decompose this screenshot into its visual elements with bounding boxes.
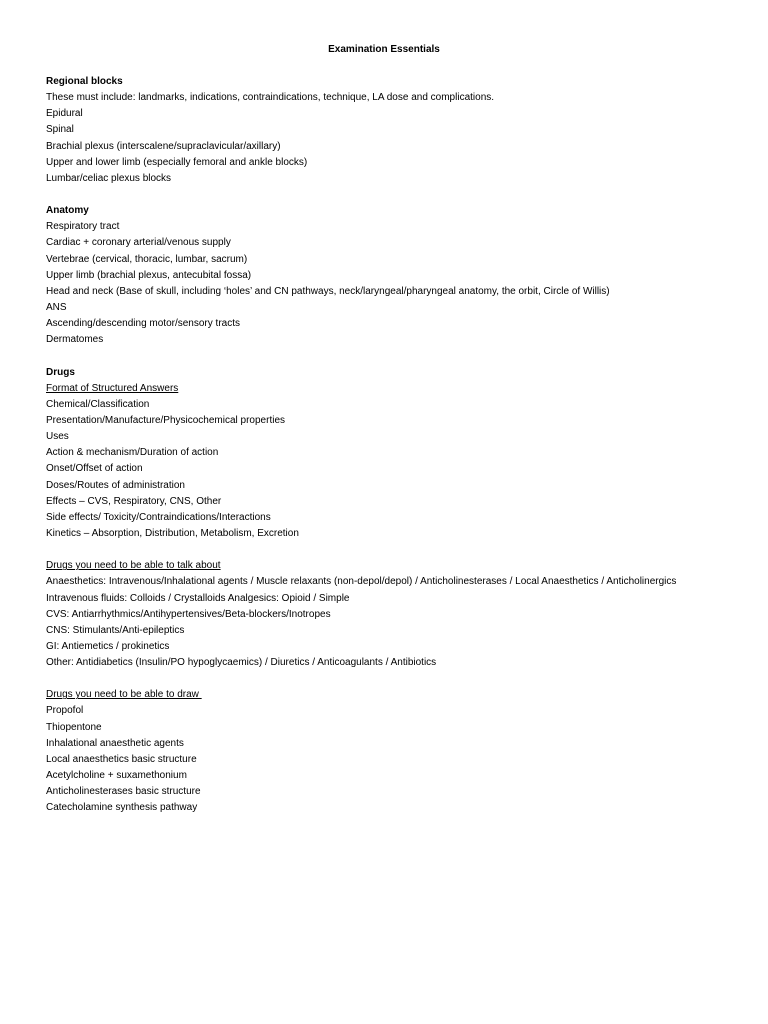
section-heading: Drugs xyxy=(46,366,75,378)
subsection-structured-answers xyxy=(46,381,746,542)
spacer xyxy=(46,542,746,558)
spacer xyxy=(46,671,746,687)
list-item: Anticholinesterases basic structure xyxy=(46,786,201,798)
list-item: Action & mechanism/Duration of action xyxy=(46,447,219,459)
list-item: Chemical/Classification xyxy=(46,398,150,410)
spacer xyxy=(46,187,746,203)
list-item: Anaesthetics: Intravenous/Inhalational agents / Muscle relaxants (non-depol/depol) / Anticholinesterases / Local Anaesthetics / Anticholinergics xyxy=(46,576,677,588)
section-regional-blocks xyxy=(46,74,746,187)
list-item: Lumbar/celiac plexus blocks xyxy=(46,172,172,184)
list-item: CNS: Stimulants/Anti-epileptics xyxy=(46,624,185,636)
list-item: Propofol xyxy=(46,705,84,717)
list-item: Dermatomes xyxy=(46,334,104,346)
list-item: Cardiac + coronary arterial/venous supply xyxy=(46,237,231,249)
section-heading: Regional blocks xyxy=(46,76,123,87)
list-item: Kinetics – Absorption, Distribution, Metabolism, Excretion xyxy=(46,527,299,539)
list-item: ANS xyxy=(46,301,67,313)
list-item: CVS: Antiarrhythmics/Antihypertensives/Beta-blockers/Inotropes xyxy=(46,608,331,620)
subsection-heading: Format of Structured Answers xyxy=(46,382,179,394)
list-item: Intravenous fluids: Colloids / Crystalloids Analgesics: Opioid / Simple xyxy=(46,592,350,604)
list-item: Catecholamine synthesis pathway xyxy=(46,802,198,814)
section-heading: Anatomy xyxy=(46,205,89,217)
list-item: Epidural xyxy=(46,108,83,120)
list-item: Upper and lower limb (especially femoral and ankle blocks) xyxy=(46,156,308,168)
list-item: Local anaesthetics basic structure xyxy=(46,753,197,765)
list-item: Doses/Routes of administration xyxy=(46,479,185,491)
list-item: Vertebrae (cervical, thoracic, lumbar, sacrum) xyxy=(46,253,248,265)
list-item: These must include: landmarks, indications, contraindications, technique, LA dose and complications. xyxy=(46,92,495,104)
list-item: Thiopentone xyxy=(46,721,102,733)
list-item: Ascending/descending motor/sensory tracts xyxy=(46,318,240,330)
list-item: Uses xyxy=(46,431,69,443)
list-item: Effects – CVS, Respiratory, CNS, Other xyxy=(46,495,222,507)
document-body xyxy=(46,74,746,816)
list-item: Onset/Offset of action xyxy=(46,463,143,475)
list-item: GI: Antiemetics / prokinetics xyxy=(46,640,170,652)
list-item: Upper limb (brachial plexus, antecubital fossa) xyxy=(46,269,252,281)
subsection-heading: Drugs you need to be able to draw xyxy=(46,689,202,701)
list-item: Side effects/ Toxicity/Contraindications/Interactions xyxy=(46,511,271,523)
subsection-drugs-to-draw xyxy=(46,687,746,816)
list-item: Inhalational anaesthetic agents xyxy=(46,737,184,749)
section-drugs xyxy=(46,365,746,817)
document-title: Examination Essentials xyxy=(328,44,440,55)
list-item: Presentation/Manufacture/Physicochemical properties xyxy=(46,414,286,426)
subsection-heading: Drugs you need to be able to talk about xyxy=(46,560,221,572)
list-item: Acetylcholine + suxamethonium xyxy=(46,770,187,782)
spacer xyxy=(46,348,746,364)
list-item: Respiratory tract xyxy=(46,221,120,233)
list-item: Brachial plexus (interscalene/supraclavicular/axillary) xyxy=(46,140,281,152)
subsection-drugs-to-talk-about xyxy=(46,558,746,671)
list-item: Spinal xyxy=(46,124,74,136)
list-item: Other: Antidiabetics (Insulin/PO hypoglycaemics) / Diuretics / Anticoagulants / Antibiotics xyxy=(46,657,437,669)
list-item: Head and neck (Base of skull, including ‘holes’ and CN pathways, neck/laryngeal/pharyngeal anatomy, the orbit, Circle of Willis) xyxy=(46,285,610,297)
section-anatomy xyxy=(46,203,746,348)
